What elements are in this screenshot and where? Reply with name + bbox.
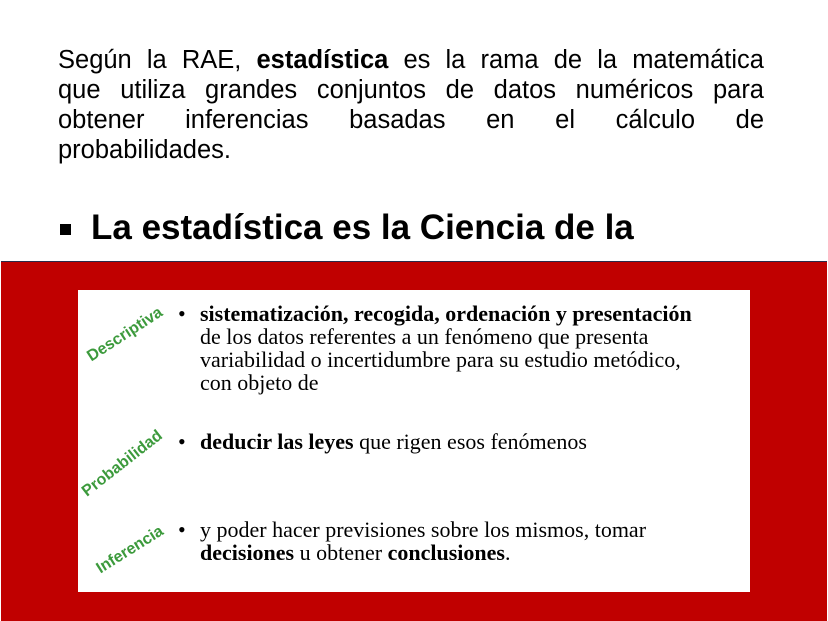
definition-line-2: que utiliza grandes conjuntos de datos numéricos para (58, 76, 764, 104)
heading-text: La estadística es la Ciencia de la (91, 208, 634, 247)
definition-line-4: probabilidades. (58, 136, 231, 164)
definition-text: Según la RAE, (58, 46, 257, 74)
tag-inferencia: Inferencia (93, 522, 167, 578)
definition-term: estadística (256, 46, 389, 74)
bullet-dot: • (178, 517, 186, 542)
tag-probabilidad: Probabilidad (78, 427, 166, 501)
item-text: de los datos referentes a un fenómeno que presenta (200, 324, 649, 349)
item-text: u obtener (294, 540, 388, 565)
heading-bullet (60, 203, 634, 253)
bullet-dot: • (178, 301, 186, 326)
item-bold-text: deducir las leyes (200, 429, 354, 454)
item-bold-text: sistematización, recogida, ordenación y presentación (200, 301, 692, 326)
definition-line-3: obtener inferencias basadas en el cálculo de (58, 106, 764, 134)
item-text: . (504, 540, 511, 565)
definition-paragraph (58, 45, 764, 165)
item-text: y poder hacer previsiones sobre los mismos, tomar (200, 517, 647, 542)
bullet-dot: • (178, 429, 186, 454)
square-bullet-icon (60, 224, 71, 235)
item-text: que rigen esos fenómenos (353, 429, 587, 454)
item-text: variabilidad o incertidumbre para su estudio metódico, (200, 347, 681, 372)
definition-text: es la rama de la matemática (388, 46, 764, 74)
tag-descriptiva: Descriptiva (84, 303, 166, 366)
definition-line-1 (58, 45, 764, 75)
item-text: con objeto de (200, 370, 319, 395)
item-bold-text: decisiones (200, 540, 295, 565)
item-bold-text: conclusiones (387, 540, 505, 565)
